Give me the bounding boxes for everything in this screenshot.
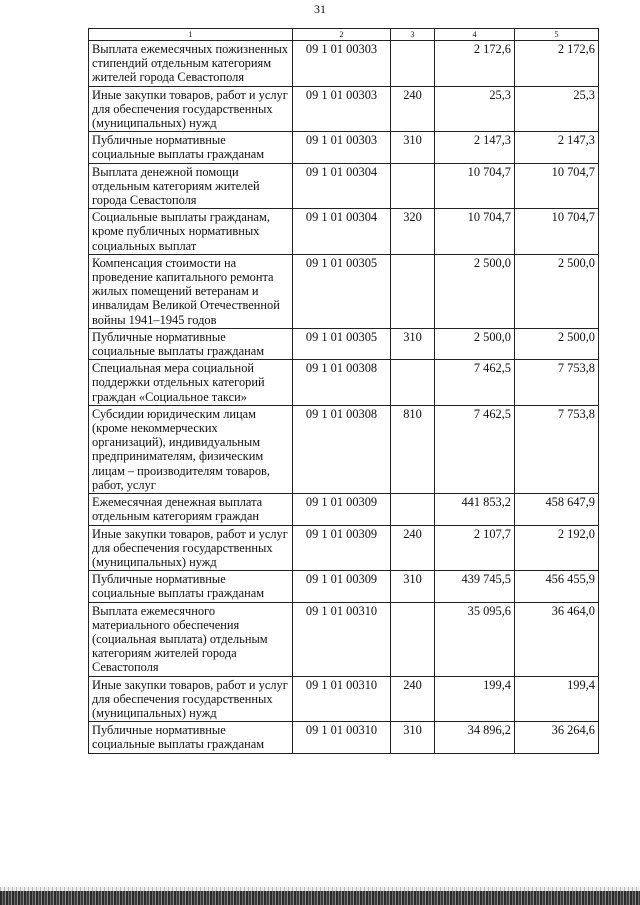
row-expense-type (391, 163, 435, 209)
row-code: 09 1 01 00304 (293, 163, 391, 209)
row-amount-1: 25,3 (435, 86, 515, 132)
row-name: Публичные нормативные социальные выплаты гражданам (89, 132, 293, 163)
row-amount-1: 2 172,6 (435, 41, 515, 87)
row-code: 09 1 01 00309 (293, 494, 391, 525)
table-row (89, 494, 599, 525)
row-amount-2: 7 753,8 (515, 360, 599, 406)
budget-table (88, 28, 599, 754)
column-header-amount-2: 5 (515, 29, 599, 41)
table-row (89, 163, 599, 209)
table-row (89, 571, 599, 602)
row-name: Компенсация стоимости на проведение капитального ремонта жилых помещений ветеранам и инвалидам Великой Отечественной войны 1941–1945 годов (89, 254, 293, 328)
row-amount-2: 2 147,3 (515, 132, 599, 163)
row-name: Выплата ежемесячного материального обеспечения (социальная выплата) отдельным категориям жителей города Севастополя (89, 602, 293, 676)
row-amount-1: 7 462,5 (435, 360, 515, 406)
row-name: Публичные нормативные социальные выплаты гражданам (89, 722, 293, 753)
table-row (89, 86, 599, 132)
row-amount-2: 456 455,9 (515, 571, 599, 602)
row-amount-2: 36 464,0 (515, 602, 599, 676)
row-code: 09 1 01 00310 (293, 676, 391, 722)
row-amount-1: 35 095,6 (435, 602, 515, 676)
row-code: 09 1 01 00308 (293, 360, 391, 406)
column-header-type: 3 (391, 29, 435, 41)
row-amount-2: 458 647,9 (515, 494, 599, 525)
column-header-code: 2 (293, 29, 391, 41)
row-code: 09 1 01 00309 (293, 571, 391, 602)
row-amount-1: 2 107,7 (435, 525, 515, 571)
row-expense-type: 310 (391, 571, 435, 602)
row-amount-2: 199,4 (515, 676, 599, 722)
row-expense-type: 810 (391, 405, 435, 493)
page-number: 31 (314, 2, 326, 16)
row-amount-1: 441 853,2 (435, 494, 515, 525)
row-amount-1: 199,4 (435, 676, 515, 722)
row-amount-2: 25,3 (515, 86, 599, 132)
row-expense-type: 320 (391, 209, 435, 255)
row-amount-1: 10 704,7 (435, 163, 515, 209)
row-amount-2: 2 500,0 (515, 328, 599, 359)
row-code: 09 1 01 00303 (293, 132, 391, 163)
table-row (89, 722, 599, 753)
row-amount-2: 2 500,0 (515, 254, 599, 328)
row-code: 09 1 01 00310 (293, 722, 391, 753)
table-row (89, 328, 599, 359)
table-header-row (89, 29, 599, 41)
row-amount-2: 2 192,0 (515, 525, 599, 571)
row-code: 09 1 01 00303 (293, 41, 391, 87)
row-expense-type: 240 (391, 86, 435, 132)
row-expense-type (391, 602, 435, 676)
row-amount-1: 439 745,5 (435, 571, 515, 602)
table-row (89, 405, 599, 493)
row-expense-type: 240 (391, 525, 435, 571)
row-code: 09 1 01 00305 (293, 254, 391, 328)
row-amount-2: 7 753,8 (515, 405, 599, 493)
row-expense-type: 310 (391, 328, 435, 359)
row-amount-1: 10 704,7 (435, 209, 515, 255)
row-code: 09 1 01 00303 (293, 86, 391, 132)
row-amount-1: 2 147,3 (435, 132, 515, 163)
row-name: Социальные выплаты гражданам, кроме публичных нормативных социальных выплат (89, 209, 293, 255)
row-amount-2: 10 704,7 (515, 209, 599, 255)
row-code: 09 1 01 00309 (293, 525, 391, 571)
table-row (89, 41, 599, 87)
row-code: 09 1 01 00305 (293, 328, 391, 359)
table-row (89, 676, 599, 722)
table-row (89, 602, 599, 676)
column-header-name: 1 (89, 29, 293, 41)
row-amount-2: 36 264,6 (515, 722, 599, 753)
row-code: 09 1 01 00310 (293, 602, 391, 676)
row-name: Иные закупки товаров, работ и услуг для обеспечения государственных (муниципальных) нужд (89, 86, 293, 132)
row-name: Иные закупки товаров, работ и услуг для обеспечения государственных (муниципальных) нужд (89, 676, 293, 722)
table-row (89, 209, 599, 255)
row-expense-type: 310 (391, 132, 435, 163)
row-amount-1: 7 462,5 (435, 405, 515, 493)
row-expense-type (391, 494, 435, 525)
row-code: 09 1 01 00308 (293, 405, 391, 493)
row-expense-type (391, 41, 435, 87)
row-expense-type: 240 (391, 676, 435, 722)
row-name: Субсидии юридическим лицам (кроме некоммерческих организаций), индивидуальным предпринимателям, физическим лицам – производителям товаров, работ, услуг (89, 405, 293, 493)
table-body (89, 41, 599, 754)
row-name: Публичные нормативные социальные выплаты гражданам (89, 328, 293, 359)
row-amount-2: 2 172,6 (515, 41, 599, 87)
row-amount-1: 34 896,2 (435, 722, 515, 753)
row-name: Публичные нормативные социальные выплаты гражданам (89, 571, 293, 602)
row-expense-type (391, 254, 435, 328)
row-amount-1: 2 500,0 (435, 254, 515, 328)
table-row (89, 360, 599, 406)
row-code: 09 1 01 00304 (293, 209, 391, 255)
row-name: Специальная мера социальной поддержки отдельных категорий граждан «Социальное такси» (89, 360, 293, 406)
table-row (89, 254, 599, 328)
row-expense-type (391, 360, 435, 406)
row-name: Выплата ежемесячных пожизненных стипендий отдельным категориям жителей города Севастополя (89, 41, 293, 87)
column-header-amount-1: 4 (435, 29, 515, 41)
row-name: Выплата денежной помощи отдельным категориям жителей города Севастополя (89, 163, 293, 209)
table-row (89, 132, 599, 163)
row-amount-1: 2 500,0 (435, 328, 515, 359)
row-name: Ежемесячная денежная выплата отдельным категориям граждан (89, 494, 293, 525)
table-row (89, 525, 599, 571)
scan-edge-artifact (0, 891, 640, 905)
row-amount-2: 10 704,7 (515, 163, 599, 209)
row-expense-type: 310 (391, 722, 435, 753)
row-name: Иные закупки товаров, работ и услуг для обеспечения государственных (муниципальных) нужд (89, 525, 293, 571)
